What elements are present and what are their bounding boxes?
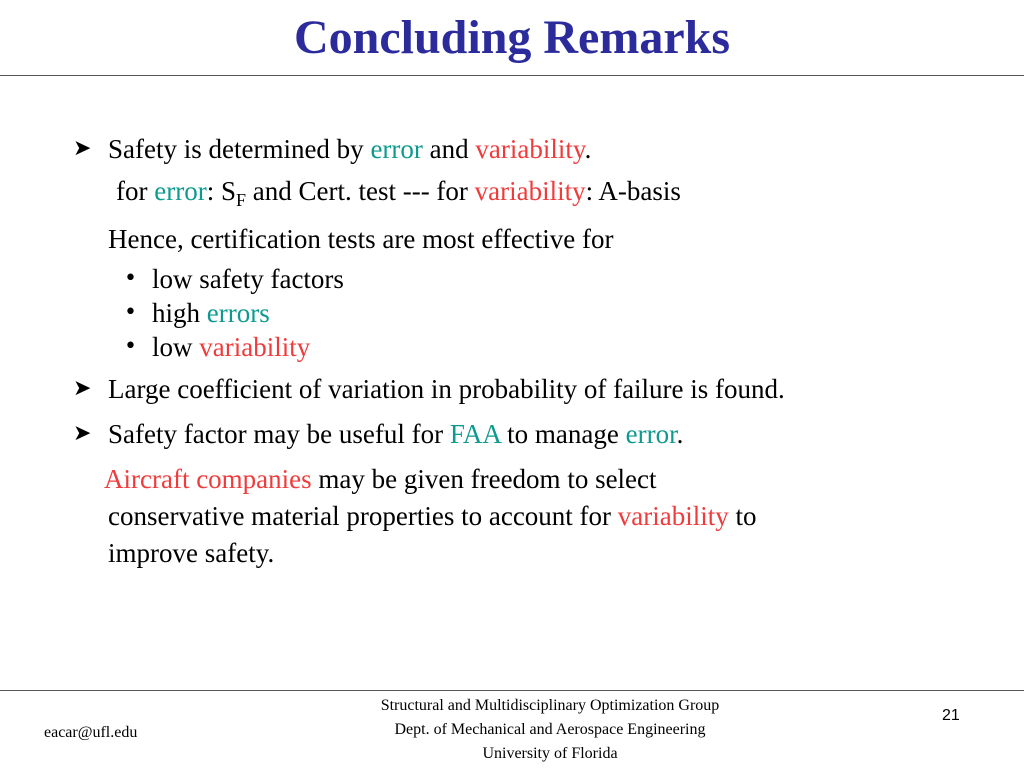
bullet-coefficient-variation: Large coefficient of variation in probability of failure is found. — [108, 374, 785, 404]
arrowhead-bullet-icon: ➤ — [73, 421, 92, 446]
dot-bullet-icon: • — [124, 266, 137, 291]
title-divider — [0, 75, 1024, 76]
footer-dept: Dept. of Mechanical and Aerospace Engineering — [394, 721, 706, 738]
improve-safety-line: improve safety. — [108, 538, 275, 568]
dot-bullet-icon: • — [124, 300, 137, 325]
bullet-safety-factor-faa: Safety factor may be useful for FAA to manage error. — [108, 419, 684, 449]
page-number: 21 — [942, 707, 960, 724]
footer-university: University of Florida — [482, 745, 618, 762]
aircraft-companies-line: Aircraft companies may be given freedom to select — [104, 464, 657, 494]
footer-divider — [0, 690, 1024, 691]
conservative-material-line: conservative material properties to account for variability to — [108, 501, 757, 531]
sub-item-low-variability: low variability — [152, 332, 311, 362]
error-variability-line: for error: $S_F$ and Cert. test --- for variability: A-basis — [116, 176, 681, 210]
footer-email: eacar@ufl.edu — [44, 724, 138, 741]
arrowhead-bullet-icon: ➤ — [73, 136, 92, 161]
bullet-safety-determined: Safety is determined by error and variability. — [108, 134, 592, 164]
dot-bullet-icon: • — [124, 334, 137, 359]
footer-group: Structural and Multidisciplinary Optimization Group — [380, 697, 720, 714]
footer-affiliation — [300, 694, 800, 766]
hence-line: Hence, certification tests are most effective for — [108, 224, 614, 254]
sub-item-high-errors: high errors — [152, 298, 270, 328]
arrowhead-bullet-icon: ➤ — [73, 376, 92, 401]
slide-title: Concluding Remarks — [293, 11, 731, 64]
sub-item-low-safety-factors: low safety factors — [152, 264, 344, 294]
